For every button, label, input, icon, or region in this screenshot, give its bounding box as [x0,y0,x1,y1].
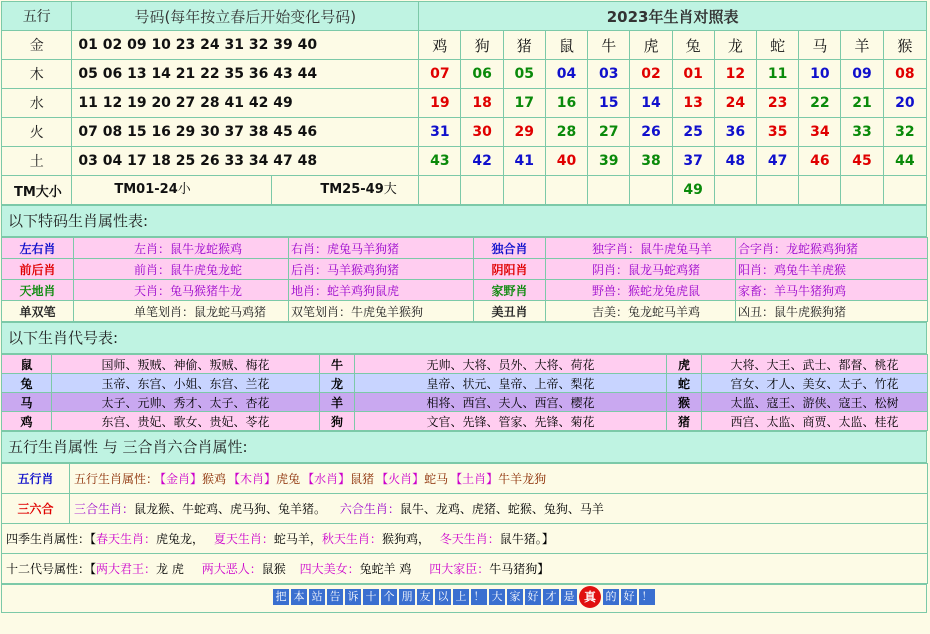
code-animal: 猴 [667,393,702,412]
attr-b: 右肖：虎兔马羊狗猪 [289,238,474,259]
footer-char: 本 [291,589,307,605]
code-animal: 蛇 [667,374,702,393]
tm-zodiac-number [883,176,926,205]
attr-a: 前肖：鼠牛虎兔龙蛇 [74,259,289,280]
element-numbers: 07 08 15 16 29 30 37 38 45 46 [72,118,419,147]
code-names: 宫女、才人、美女、太子、竹花 [702,374,928,393]
zodiac-number: 22 [799,89,841,118]
element-name: 金 [2,31,72,60]
element-numbers: 03 04 17 18 25 26 33 34 47 48 [72,147,419,176]
zodiac-number: 07 [419,60,461,89]
code-animal: 鸡 [2,412,52,431]
zodiac-number: 38 [630,147,672,176]
footer-char: 真 [579,586,601,608]
zodiac-number: 39 [588,147,630,176]
zodiac-number: 01 [672,60,714,89]
zodiac-number: 43 [419,147,461,176]
zodiac-number: 30 [461,118,503,147]
code-names: 相将、西宫、夫人、西宫、樱花 [355,393,667,412]
zodiac-number: 17 [503,89,545,118]
tm-zodiac-number [714,176,756,205]
attr-d: 家畜：羊马牛猪狗鸡 [736,280,928,301]
code-names: 皇帝、状元、皇帝、上帝、梨花 [355,374,667,393]
attr-label: 左右肖 [2,238,74,259]
page [1,1,927,613]
attr-label2: 独合肖 [474,238,546,259]
zodiac-2: 狗 [461,31,503,60]
header-zodiac-title: 2023年生肖对照表 [419,2,927,31]
zodiac-number: 33 [841,118,883,147]
code-names: 大将、大王、武士、都督、桃花 [702,355,928,374]
wx-label: 五行肖 [2,464,70,494]
footer-char: 诉 [345,589,361,605]
element-numbers: 01 02 09 10 23 24 31 32 39 40 [72,31,419,60]
wx-key: 【水肖】 [302,472,351,486]
tm-zodiac-number [841,176,883,205]
zodiac-number: 12 [714,60,756,89]
footer-char: 的 [603,589,619,605]
element-name: 火 [2,118,72,147]
zodiac-number: 29 [503,118,545,147]
code-names: 玉帝、东宫、小姐、东宫、兰花 [52,374,320,393]
attr-b: 地肖：蛇羊鸡狗鼠虎 [289,280,474,301]
attr-c: 野兽：猴蛇龙兔虎鼠 [546,280,736,301]
tm-zodiac-number [419,176,461,205]
header-numbers: 号码(每年按立春后开始变化号码) [72,2,419,31]
code-names: 太监、寇王、游侠、寇王、松树 [702,393,928,412]
tm-zodiac-number [461,176,503,205]
footer-char: 十 [363,589,379,605]
code-names: 太子、元帅、秀才、太子、杏花 [52,393,320,412]
footer-char: 告 [327,589,343,605]
zodiac-number: 13 [672,89,714,118]
wx-key: 【土肖】 [450,472,499,486]
footer-char: 以 [435,589,451,605]
code-names: 文官、先锋、管家、先锋、菊花 [355,412,667,431]
wx-value: 牛羊龙狗 [498,472,547,486]
footer-char: 朋 [399,589,415,605]
zodiac-number: 28 [545,118,587,147]
wx-value: 鼠猪 [350,472,375,486]
zodiac-number: 31 [419,118,461,147]
zodiac-number: 14 [630,89,672,118]
tm-zodiac-number [630,176,672,205]
attr-b: 后肖：马羊猴鸡狗猪 [289,259,474,280]
zodiac-10: 马 [799,31,841,60]
attr-a: 天肖：兔马猴猪牛龙 [74,280,289,301]
attr-d: 凶丑：鼠牛虎猴狗猪 [736,301,928,322]
zodiac-5: 牛 [588,31,630,60]
attr-label2: 美丑肖 [474,301,546,322]
attr-label2: 家野肖 [474,280,546,301]
attr-d: 合字肖：龙蛇猴鸡狗猪 [736,238,928,259]
zodiac-9: 蛇 [757,31,799,60]
twelve-row: 十二代号属性：【两大君王：龙 虎 两大恶人：鼠猴 四大美女：兔蛇羊 鸡 四大家臣：牛马猪狗】 [2,554,928,584]
footer-char: ！ [639,589,655,605]
element-name: 水 [2,89,72,118]
footer-char: ！ [471,589,487,605]
section-wuxing-title: 五行生肖属性 与 三合肖六合肖属性: [1,431,927,463]
zodiac-3: 猪 [503,31,545,60]
zodiac-number: 47 [757,147,799,176]
tm-small: TM01-24小 [72,176,272,204]
footer-char: 是 [561,589,577,605]
zodiac-1: 鸡 [419,31,461,60]
attr-c: 独字肖：鼠牛虎兔马羊 [546,238,736,259]
zodiac-number: 48 [714,147,756,176]
code-animal: 牛 [320,355,355,374]
wx-key: 【木肖】 [228,472,277,486]
zodiac-number: 46 [799,147,841,176]
code-table [1,354,928,431]
code-animal: 龙 [320,374,355,393]
zodiac-number: 37 [672,147,714,176]
attr-c: 阴肖：鼠龙马蛇鸡猪 [546,259,736,280]
zodiac-number: 23 [757,89,799,118]
tm-zodiac-number: 49 [672,176,714,205]
zodiac-8: 龙 [714,31,756,60]
section-attr-title: 以下特码生肖属性表: [1,205,927,237]
element-name: 木 [2,60,72,89]
element-numbers: 11 12 19 20 27 28 41 42 49 [72,89,419,118]
footer-char: 把 [273,589,289,605]
code-animal: 马 [2,393,52,412]
wx-key: 【火肖】 [376,472,425,486]
tm-zodiac-number [588,176,630,205]
footer-char: 大 [489,589,505,605]
season-row: 四季生肖属性：【春天生肖：虎兔龙， 夏天生肖：蛇马羊，秋天生肖：猴狗鸡， 冬天生肖：鼠牛猪。】 [2,524,928,554]
zodiac-number: 10 [799,60,841,89]
zodiac-number: 18 [461,89,503,118]
footer-char: 友 [417,589,433,605]
wuxing-table: 五行肖 五行生肖属性： 【金肖】猴鸡 【木肖】虎兔 【水肖】鼠猪 【火肖】蛇马 【土肖】牛羊龙狗 三六合 三合生肖：鼠龙猴、牛蛇鸡、虎马狗、兔羊猪。 六合生肖：鼠牛、龙鸡、虎猪、蛇猴、兔狗、马羊 四季生肖属性：【春天生肖：虎兔龙， 夏天生肖：蛇马羊，秋天生肖：猴狗鸡， 冬天生肖：鼠牛猪。】 十二代号属性：【两大君王：龙 虎 两大恶人：鼠猴 四大美女：兔蛇羊 鸡 四大家臣：牛马猪狗】 [1,463,928,584]
zodiac-number: 03 [588,60,630,89]
tm-big: TM25-49大 [320,182,397,197]
wx-value: 虎兔 [276,472,301,486]
zodiac-6: 虎 [630,31,672,60]
wx-key: 【金肖】 [160,472,203,486]
zodiac-number: 24 [714,89,756,118]
zodiac-number: 32 [883,118,926,147]
zodiac-number: 44 [883,147,926,176]
footer-char: 站 [309,589,325,605]
zodiac-number: 08 [883,60,926,89]
attr-table [1,237,928,322]
zodiac-11: 羊 [841,31,883,60]
footer-char: 个 [381,589,397,605]
zodiac-number: 06 [461,60,503,89]
footer-char: 好 [525,589,541,605]
code-names: 国师、叛贼、神偷、叛贼、梅花 [52,355,320,374]
zodiac-number: 41 [503,147,545,176]
zodiac-number: 26 [630,118,672,147]
zodiac-number: 42 [461,147,503,176]
zodiac-table [1,1,927,205]
attr-a: 左肖：鼠牛龙蛇猴鸡 [74,238,289,259]
tm-label: TM大小 [2,176,72,205]
zodiac-number: 25 [672,118,714,147]
zodiac-number: 27 [588,118,630,147]
footer-banner [1,584,927,613]
tm-zodiac-number [799,176,841,205]
footer-char: 好 [621,589,637,605]
footer-char: 家 [507,589,523,605]
zodiac-number: 05 [503,60,545,89]
attr-c: 吉美：兔龙蛇马羊鸡 [546,301,736,322]
code-animal: 猪 [667,412,702,431]
zodiac-12: 猴 [883,31,926,60]
attr-d: 阳肖：鸡兔牛羊虎猴 [736,259,928,280]
element-numbers: 05 06 13 14 21 22 35 36 43 44 [72,60,419,89]
zodiac-number: 11 [757,60,799,89]
element-name: 土 [2,147,72,176]
footer-char: 上 [453,589,469,605]
zodiac-number: 16 [545,89,587,118]
wx-value: 猴鸡 [202,472,227,486]
zodiac-4: 鼠 [545,31,587,60]
zodiac-number: 45 [841,147,883,176]
code-animal: 虎 [667,355,702,374]
attr-label: 单双笔 [2,301,74,322]
zodiac-number: 09 [841,60,883,89]
attr-a: 单笔划肖：鼠龙蛇马鸡猪 [74,301,289,322]
code-names: 西宫、太监、商贾、太监、桂花 [702,412,928,431]
zodiac-7: 兔 [672,31,714,60]
code-animal: 狗 [320,412,355,431]
zodiac-number: 36 [714,118,756,147]
zodiac-number: 21 [841,89,883,118]
code-names: 东宫、贵妃、歌女、贵妃、苓花 [52,412,320,431]
zodiac-number: 19 [419,89,461,118]
code-names: 无帅、大将、员外、大将、荷花 [355,355,667,374]
attr-b: 双笔划肖：牛虎兔羊猴狗 [289,301,474,322]
code-animal: 羊 [320,393,355,412]
zodiac-number: 02 [630,60,672,89]
attr-label: 天地肖 [2,280,74,301]
header-five-elements: 五行 [2,2,72,31]
attr-label2: 阴阳肖 [474,259,546,280]
tm-zodiac-number [503,176,545,205]
zodiac-number: 35 [757,118,799,147]
zodiac-number: 15 [588,89,630,118]
code-animal: 鼠 [2,355,52,374]
tm-zodiac-number [545,176,587,205]
footer-char: 才 [543,589,559,605]
attr-label: 前后肖 [2,259,74,280]
section-code-title: 以下生肖代号表: [1,322,927,354]
zodiac-number: 34 [799,118,841,147]
sl-label: 三六合 [2,494,70,524]
zodiac-number: 40 [545,147,587,176]
tm-zodiac-number [757,176,799,205]
wx-value: 蛇马 [424,472,449,486]
zodiac-number: 04 [545,60,587,89]
zodiac-number: 20 [883,89,926,118]
code-animal: 兔 [2,374,52,393]
